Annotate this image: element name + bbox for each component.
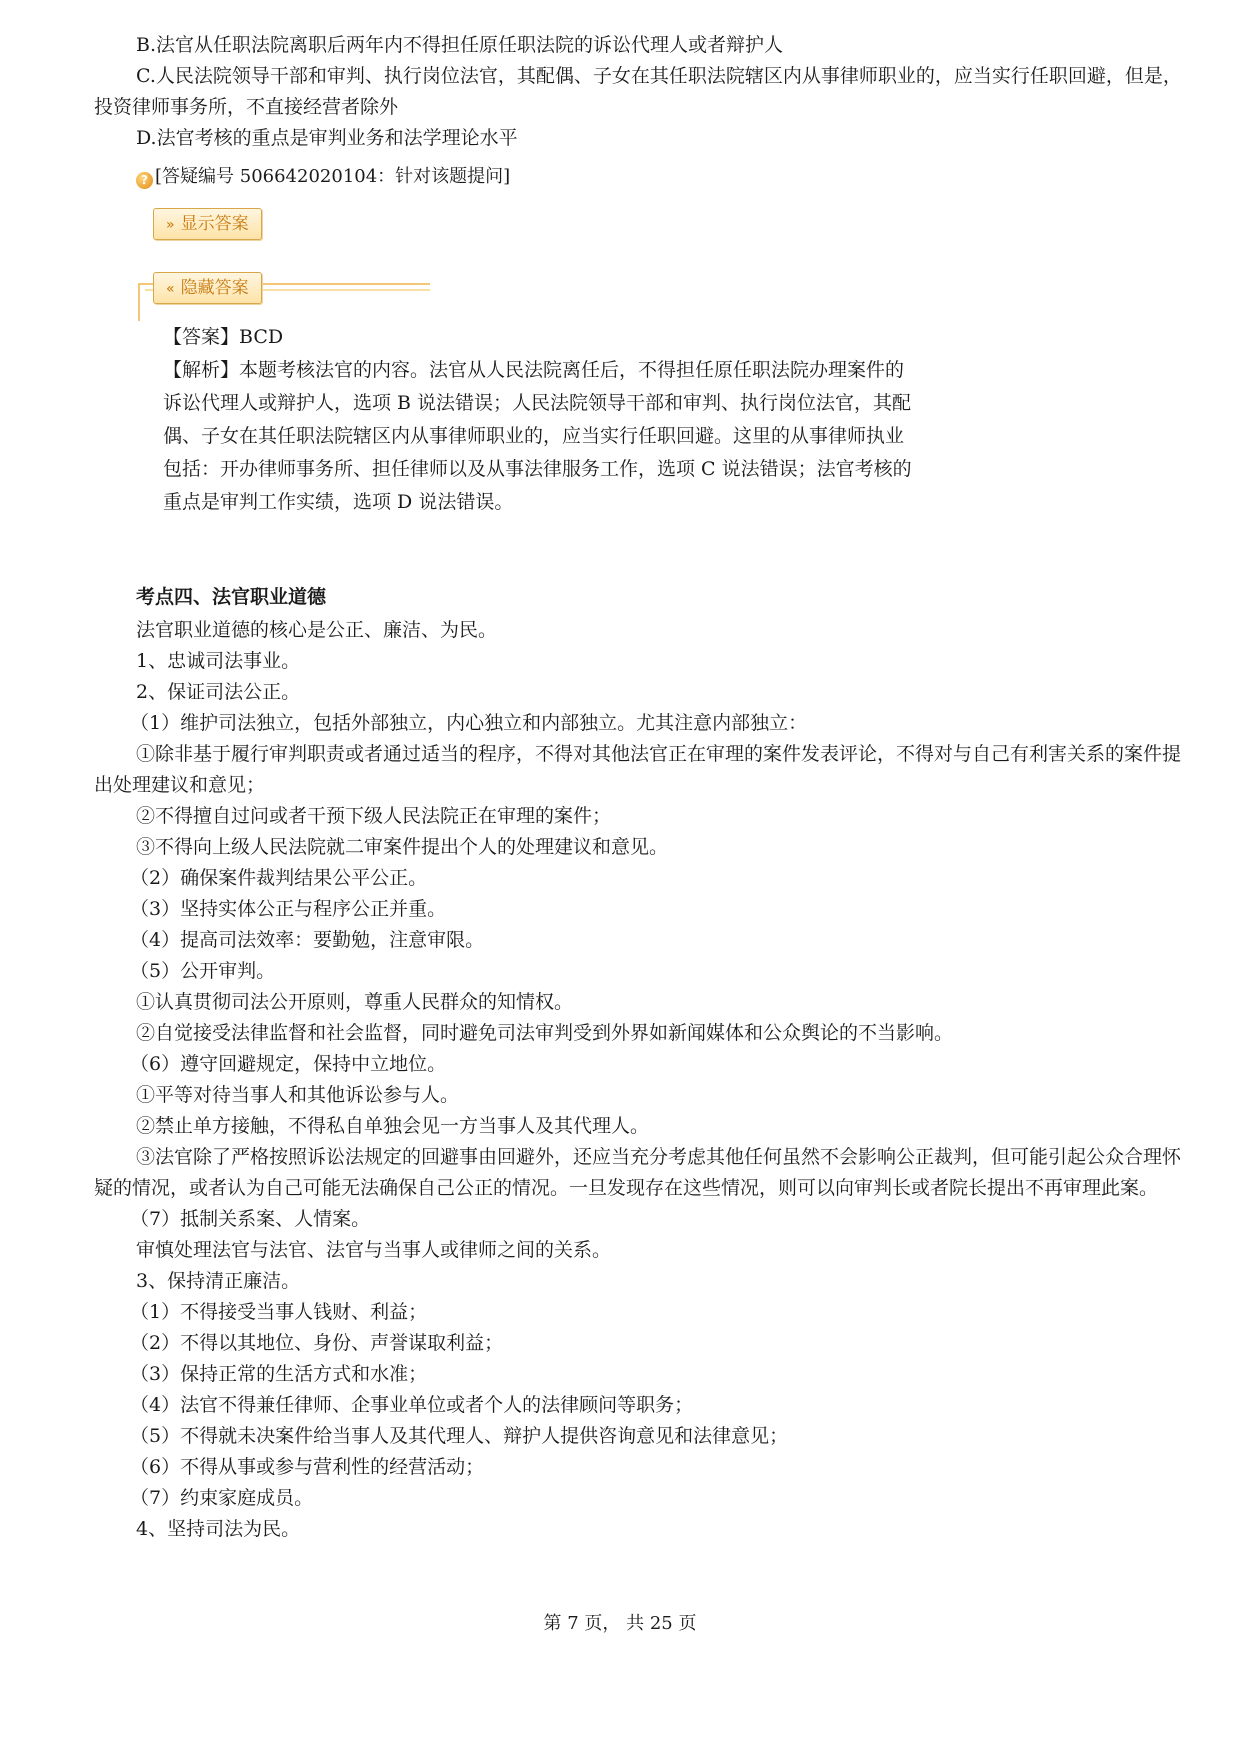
ask-question-row bbox=[136, 164, 510, 190]
paragraph: （5）不得就未决案件给当事人及其代理人、辩护人提供咨询意见和法律意见； bbox=[130, 1425, 789, 1447]
option-c: C.人民法院领导干部和审判、执行岗位法官，其配偶、子女在其任职法院辖区内从事律师职业的，应当实行任职回避，但是，投资律师事务所，不直接经营者除外 bbox=[94, 65, 1182, 118]
analysis-line: 【解析】本题考核法官的内容。法官从人民法院离任后，不得担任原任职法院办理案件的 bbox=[163, 359, 905, 381]
paragraph: （7）约束家庭成员。 bbox=[130, 1487, 314, 1509]
paragraph: （1）维护司法独立，包括外部独立，内心独立和内部独立。尤其注意内部独立： bbox=[130, 712, 808, 734]
double-chevron-up-icon: « bbox=[166, 281, 175, 297]
paragraph: （4）提高司法效率：要勤勉，注意审限。 bbox=[130, 929, 485, 951]
paragraph: （3）坚持实体公正与程序公正并重。 bbox=[130, 898, 447, 920]
paragraph: 4、坚持司法为民。 bbox=[136, 1518, 301, 1540]
paragraph: （1）不得接受当事人钱财、利益； bbox=[130, 1301, 428, 1323]
paragraph: 法官职业道德的核心是公正、廉洁、为民。 bbox=[136, 619, 498, 641]
page-number: 第 7 页， 共 25 页 bbox=[543, 1613, 697, 1634]
show-answer-label: 显示答案 bbox=[180, 214, 249, 234]
analysis-line: 偶、子女在其任职法院辖区内从事律师职业的，应当实行任职回避。这里的从事律师执业 bbox=[163, 425, 905, 447]
paragraph: 审慎处理法官与法官、法官与当事人或律师之间的关系。 bbox=[136, 1239, 612, 1261]
paragraph: ②不得擅自过问或者干预下级人民法院正在审理的案件； bbox=[136, 805, 612, 827]
paragraph: （3）保持正常的生活方式和水准； bbox=[130, 1363, 428, 1385]
paragraph: （6）遵守回避规定，保持中立地位。 bbox=[130, 1053, 447, 1075]
paragraph: ①平等对待当事人和其他诉讼参与人。 bbox=[136, 1084, 460, 1106]
question-options bbox=[94, 30, 1194, 154]
paragraph: ②禁止单方接触，不得私自单独会见一方当事人及其代理人。 bbox=[136, 1115, 650, 1137]
paragraph: （5）公开审判。 bbox=[130, 960, 276, 982]
option-b: B.法官从任职法院离职后两年内不得担任原任职法院的诉讼代理人或者辩护人 bbox=[136, 34, 784, 56]
paragraph: ③不得向上级人民法院就二审案件提出个人的处理建议和意见。 bbox=[136, 836, 669, 858]
paragraph: ①认真贯彻司法公开原则，尊重人民群众的知情权。 bbox=[136, 991, 574, 1013]
hide-answer-button[interactable] bbox=[153, 272, 262, 304]
paragraph: 1、忠诚司法事业。 bbox=[136, 650, 301, 672]
paragraph: （7）抵制关系案、人情案。 bbox=[130, 1208, 371, 1230]
option-d: D.法官考核的重点是审判业务和法学理论水平 bbox=[136, 127, 518, 149]
question-icon: ? bbox=[136, 172, 153, 189]
paragraph: （2）确保案件裁判结果公平公正。 bbox=[130, 867, 428, 889]
paragraph: 3、保持清正廉洁。 bbox=[136, 1270, 301, 1292]
answer-frame-left bbox=[138, 283, 146, 321]
paragraph: （2）不得以其地位、身份、声誉谋取利益； bbox=[130, 1332, 504, 1354]
analysis-line: 重点是审判工作实绩，选项 D 说法错误。 bbox=[163, 491, 514, 513]
section-heading: 考点四、法官职业道德 bbox=[136, 586, 327, 608]
paragraph: （4）法官不得兼任律师、企事业单位或者个人的法律顾问等职务； bbox=[130, 1394, 694, 1416]
analysis-line: 诉讼代理人或辩护人，选项 B 说法错误；人民法院领导干部和审判、执行岗位法官，其配 bbox=[163, 392, 912, 414]
paragraph: ②自觉接受法律监督和社会监督，同时避免司法审判受到外界如新闻媒体和公众舆论的不当影响。 bbox=[136, 1022, 954, 1044]
paragraph: 2、保证司法公正。 bbox=[136, 681, 301, 703]
show-answer-button[interactable] bbox=[153, 208, 262, 240]
paragraph: （6）不得从事或参与营利性的经营活动； bbox=[130, 1456, 485, 1478]
analysis-line: 包括：开办律师事务所、担任律师以及从事法律服务工作，选项 C 说法错误；法官考核的 bbox=[163, 458, 912, 480]
section-body bbox=[94, 615, 1194, 1545]
paragraph: ③法官除了严格按照诉讼法规定的回避事由回避外，还应当充分考虑其他任何虽然不会影响公正裁判，但可能引起公众合理怀疑的情况，或者认为自己可能无法确保自己公正的情况。一旦发现存在这些情况，则可以向审判长或者院长提出不再审理此案。 bbox=[94, 1146, 1182, 1199]
paragraph: ①除非基于履行审判职责或者通过适当的程序，不得对其他法官正在审理的案件发表评论，不得对与自己有利害关系的案件提出处理建议和意见； bbox=[94, 743, 1182, 796]
double-chevron-right-icon: » bbox=[166, 217, 175, 233]
hide-answer-label: 隐藏答案 bbox=[180, 278, 249, 298]
answer-line: 【答案】BCD bbox=[163, 326, 284, 348]
ask-question-link[interactable]: [答疑编号 506642020104：针对该题提问] bbox=[155, 166, 511, 187]
